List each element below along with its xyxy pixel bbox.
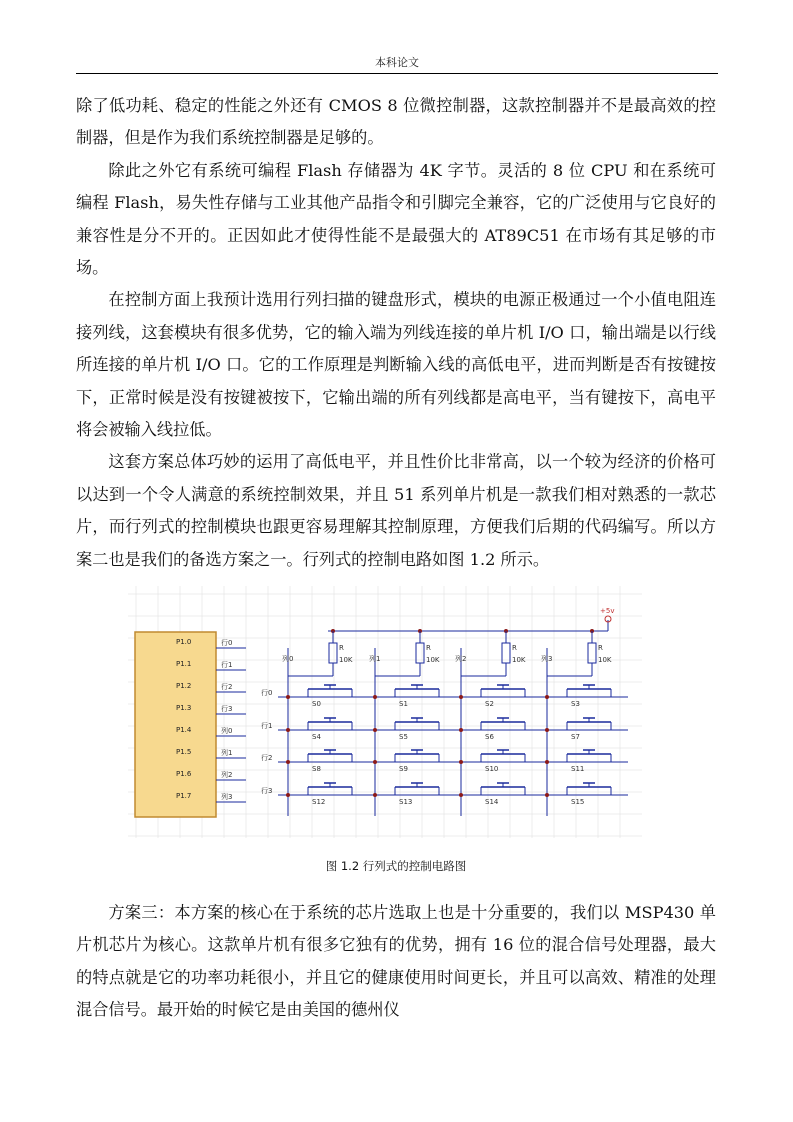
switch-label: S0 (312, 700, 321, 708)
power-label: +5v (600, 607, 615, 615)
resistor-label: R (339, 644, 344, 652)
pin-net-label: 列0 (221, 727, 233, 735)
pin-net-label: 行1 (221, 661, 233, 669)
pin-label: P1.4 (176, 726, 192, 734)
junction-dot (459, 695, 463, 699)
switch-label: S12 (312, 798, 326, 806)
pin-label: P1.0 (176, 638, 192, 646)
junction-dot (459, 793, 463, 797)
header-rule (76, 73, 718, 74)
switch-label: S1 (399, 700, 408, 708)
resistor-value: 10K (598, 656, 612, 664)
pin-label: P1.7 (176, 792, 192, 800)
pin-label: P1.5 (176, 748, 192, 756)
junction-dot (286, 728, 290, 732)
pin-net-label: 列3 (221, 793, 233, 801)
junction-dot (286, 695, 290, 699)
junction-dot (373, 728, 377, 732)
junction-dot (545, 728, 549, 732)
body-text (76, 90, 716, 576)
resistor-label: R (426, 644, 431, 652)
circuit-figure (128, 586, 642, 838)
switch-label: S13 (399, 798, 413, 806)
pin-net-label: 行3 (221, 705, 233, 713)
page-header: 本科论文 (375, 56, 419, 69)
paragraph-3: 在控制方面上我预计选用行列扫描的键盘形式，模块的电源正极通过一个小值电阻连接列线，这套模块有很多优势，它的输入端为列线连接的单片机 I/O 口，输出端是以行线所连接的单片机 I/O 口。它的工作原理是判断输入线的高低电平，进而判断是否有按键按下，正常时候是没有按键被按下，它输出端的所有列线都是高电平，当有键按下，高电平将会被输入线拉低。 (76, 290, 716, 440)
junction-dot (373, 695, 377, 699)
body-text-continued (76, 897, 716, 1027)
pin-net-label: 行2 (221, 683, 233, 691)
column-label: 列1 (369, 655, 381, 663)
switch-label: S14 (485, 798, 499, 806)
row-label: 行0 (261, 689, 273, 697)
junction-dot (373, 760, 377, 764)
paragraph-4: 这套方案总体巧妙的运用了高低电平，并且性价比非常高，以一个较为经济的价格可以达到一个令人满意的系统控制效果，并且 51 系列单片机是一款我们相对熟悉的一款芯片，而行列式的控制模块也跟更容易理解其控制原理，方便我们后期的代码编写。所以方案二也是我们的备选方案之一。行列式的控制电路如图 1.2 所示。 (76, 452, 716, 569)
row-label: 行2 (261, 754, 273, 762)
junction-dot (286, 760, 290, 764)
junction-dot (459, 728, 463, 732)
column-label: 列2 (455, 655, 467, 663)
switch-label: S11 (571, 765, 585, 773)
junction-dot (459, 760, 463, 764)
resistor-value: 10K (426, 656, 440, 664)
pin-label: P1.3 (176, 704, 192, 712)
switch-label: S4 (312, 733, 321, 741)
resistor-value: 10K (512, 656, 526, 664)
column-label: 列0 (282, 655, 294, 663)
switch-label: S15 (571, 798, 585, 806)
switch-label: S5 (399, 733, 408, 741)
switch-label: S6 (485, 733, 494, 741)
junction-dot (286, 793, 290, 797)
row-label: 行1 (261, 722, 273, 730)
pin-net-label: 列2 (221, 771, 233, 779)
switch-label: S7 (571, 733, 580, 741)
junction-dot (373, 793, 377, 797)
figure-caption: 图 1.2 行列式的控制电路图 (325, 859, 467, 873)
pin-net-label: 列1 (221, 749, 233, 757)
switch-label: S3 (571, 700, 580, 708)
pin-label: P1.1 (176, 660, 192, 668)
paragraph-1: 除了低功耗、稳定的性能之外还有 CMOS 8 位微控制器，这款控制器并不是最高效的控制器，但是作为我们系统控制器是足够的。 (76, 96, 716, 148)
switch-label: S9 (399, 765, 408, 773)
column-label: 列3 (541, 655, 553, 663)
paragraph-2: 除此之外它有系统可编程 Flash 存储器为 4K 字节。灵活的 8 位 CPU 和在系统可编程 Flash，易失性存储与工业其他产品指令和引脚完全兼容，它的广泛使用与它良好的兼容性是分不开的。正因如此才使得性能不是最强大的 AT89C51 在市场有其足够的市场。 (76, 160, 716, 278)
resistor-label: R (512, 644, 517, 652)
resistor-label: R (598, 644, 603, 652)
pin-net-label: 行0 (221, 639, 233, 647)
switch-label: S10 (485, 765, 499, 773)
resistor-value: 10K (339, 656, 353, 664)
pin-label: P1.2 (176, 682, 192, 690)
junction-dot (545, 793, 549, 797)
switch-label: S8 (312, 765, 321, 773)
pin-label: P1.6 (176, 770, 192, 778)
paragraph-5: 方案三：本方案的核心在于系统的芯片选取上也是十分重要的，我们以 MSP430 单片机芯片为核心。这款单片机有很多它独有的优势，拥有 16 位的混合信号处理器，最大的特点就是它的功率功耗很小，并且它的健康使用时间更长，并且可以高效、精准的处理混合信号。最开始的时候它是由美国的德州仪 (76, 903, 716, 1020)
junction-dot (545, 760, 549, 764)
junction-dot (545, 695, 549, 699)
row-label: 行3 (261, 787, 273, 795)
circuit-diagram (128, 586, 642, 838)
switch-label: S2 (485, 700, 494, 708)
